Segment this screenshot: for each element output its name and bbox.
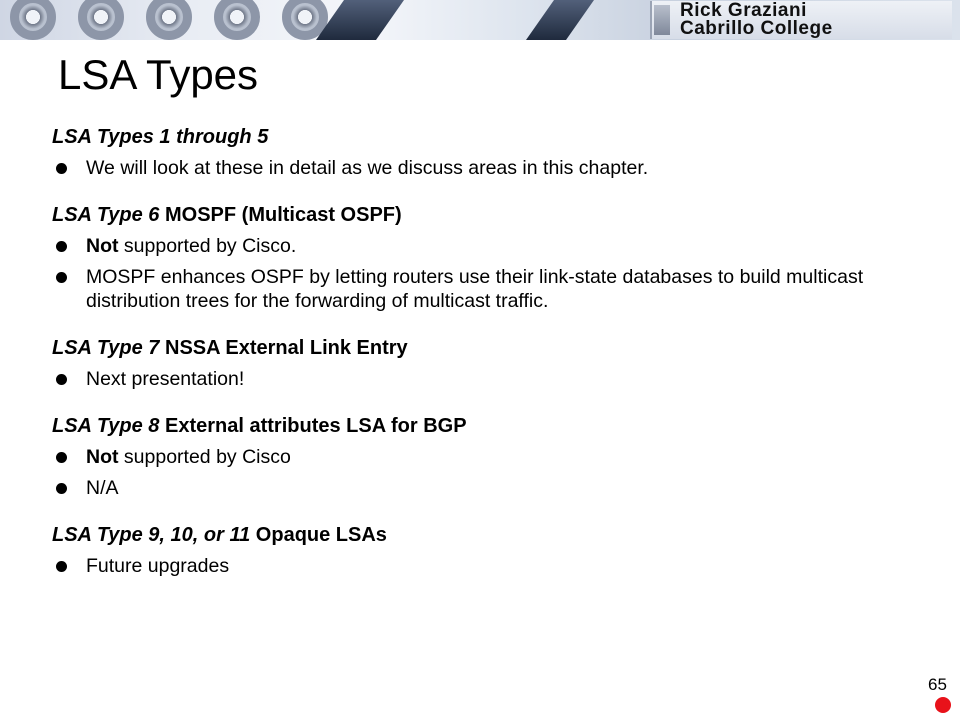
lsa-section	[52, 202, 912, 313]
section-heading	[52, 202, 912, 228]
bullet-text: Future upgrades	[86, 555, 230, 577]
lsa-type-name: External attributes LSA for BGP	[159, 415, 467, 437]
brand-line-1: Rick Graziani	[680, 0, 807, 21]
header-banner	[0, 0, 960, 40]
bullet-icon	[56, 452, 67, 463]
section-heading	[52, 124, 912, 150]
bullet-item	[52, 234, 912, 258]
lsa-type-label: LSA Type 7	[52, 337, 160, 359]
bullet-item	[52, 445, 912, 469]
brand-line-2: Cabrillo College	[680, 18, 833, 39]
bullet-icon	[56, 561, 67, 572]
cable-connector-image	[146, 0, 192, 40]
bullet-icon	[56, 241, 67, 252]
bullet-list	[52, 156, 912, 180]
page-number: 65	[928, 675, 947, 694]
cable-connector-image	[78, 0, 124, 40]
bullet-icon	[56, 483, 67, 494]
lsa-type-label: LSA Types 1 through 5	[52, 126, 269, 148]
bullet-list	[52, 367, 912, 391]
bullet-text: N/A	[86, 477, 119, 499]
brand-logo	[650, 1, 952, 39]
section-heading	[52, 522, 912, 548]
bullet-item	[52, 476, 912, 500]
bullet-text: MOSPF enhances OSPF by letting routers use their link-state databases to build multicast distribution trees for the forwarding of multicast traffic.	[86, 266, 864, 312]
lsa-type-label: LSA Type 6	[52, 204, 160, 226]
bullet-icon	[56, 374, 67, 385]
cable-connector-image	[214, 0, 260, 40]
lsa-type-label: LSA Type 9, 10, or 11	[52, 524, 251, 546]
bullet-text: We will look at these in detail as we discuss areas in this chapter.	[86, 157, 649, 179]
bullet-icon	[56, 272, 67, 283]
bullet-item	[52, 156, 912, 180]
bullet-icon	[56, 163, 67, 174]
bullet-text: Next presentation!	[86, 368, 245, 390]
bullet-emphasis: Not	[86, 235, 119, 257]
section-heading	[52, 413, 912, 439]
logo-bar	[654, 5, 670, 35]
record-indicator-icon	[935, 697, 951, 713]
lsa-section	[52, 413, 912, 500]
bullet-list	[52, 554, 912, 578]
cable-image	[316, 0, 404, 40]
slide-content	[52, 124, 912, 600]
bullet-text: supported by Cisco	[118, 446, 291, 468]
bullet-item	[52, 265, 912, 313]
bullet-text: supported by Cisco.	[118, 235, 297, 257]
bullet-list	[52, 234, 912, 313]
lsa-type-name: Opaque LSAs	[250, 524, 387, 546]
lsa-type-name: MOSPF (Multicast OSPF)	[159, 204, 402, 226]
lsa-section	[52, 522, 912, 578]
lsa-section	[52, 124, 912, 180]
lsa-type-label: LSA Type 8	[52, 415, 160, 437]
section-heading	[52, 335, 912, 361]
bullet-item	[52, 554, 912, 578]
lsa-type-name: NSSA External Link Entry	[159, 337, 408, 359]
cable-connector-image	[10, 0, 56, 40]
cable-image	[526, 0, 594, 40]
bullet-emphasis: Not	[86, 446, 119, 468]
lsa-section	[52, 335, 912, 391]
bullet-item	[52, 367, 912, 391]
slide-title: LSA Types	[58, 51, 259, 98]
bullet-list	[52, 445, 912, 500]
